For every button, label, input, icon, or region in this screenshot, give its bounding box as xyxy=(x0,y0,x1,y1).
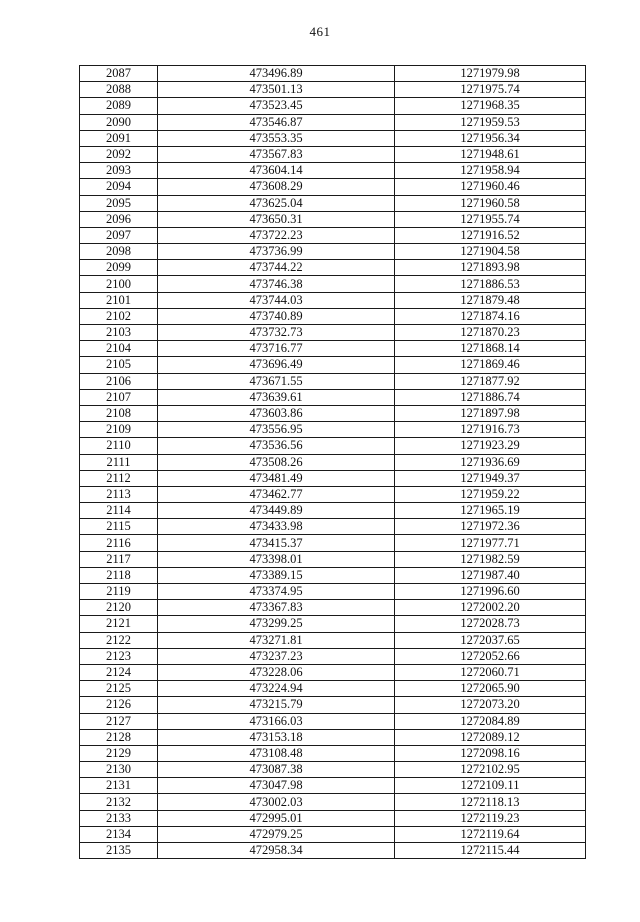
table-row xyxy=(80,341,586,357)
y-coordinate-cell: 1271868.14 xyxy=(395,341,586,357)
table-row xyxy=(80,325,586,341)
table-row xyxy=(80,762,586,778)
point-number-cell: 2114 xyxy=(80,503,158,519)
table-row xyxy=(80,843,586,859)
table-row xyxy=(80,454,586,470)
point-number-cell: 2102 xyxy=(80,308,158,324)
table-row xyxy=(80,422,586,438)
y-coordinate-cell: 1271923.29 xyxy=(395,438,586,454)
table-row xyxy=(80,163,586,179)
x-coordinate-cell: 473567.83 xyxy=(158,146,395,162)
y-coordinate-cell: 1271916.73 xyxy=(395,422,586,438)
x-coordinate-cell: 472979.25 xyxy=(158,826,395,842)
y-coordinate-cell: 1271982.59 xyxy=(395,551,586,567)
y-coordinate-cell: 1271904.58 xyxy=(395,244,586,260)
y-coordinate-cell: 1272037.65 xyxy=(395,632,586,648)
table-row xyxy=(80,794,586,810)
table-row xyxy=(80,405,586,421)
y-coordinate-cell: 1271979.98 xyxy=(395,66,586,82)
point-number-cell: 2118 xyxy=(80,567,158,583)
x-coordinate-cell: 473228.06 xyxy=(158,664,395,680)
point-number-cell: 2121 xyxy=(80,616,158,632)
point-number-cell: 2092 xyxy=(80,146,158,162)
y-coordinate-cell: 1272115.44 xyxy=(395,843,586,859)
table-row xyxy=(80,373,586,389)
x-coordinate-cell: 473508.26 xyxy=(158,454,395,470)
point-number-cell: 2101 xyxy=(80,292,158,308)
x-coordinate-cell: 473433.98 xyxy=(158,519,395,535)
y-coordinate-cell: 1271959.22 xyxy=(395,486,586,502)
y-coordinate-cell: 1271960.58 xyxy=(395,195,586,211)
y-coordinate-cell: 1271879.48 xyxy=(395,292,586,308)
y-coordinate-cell: 1272073.20 xyxy=(395,697,586,713)
table-row xyxy=(80,810,586,826)
y-coordinate-cell: 1272098.16 xyxy=(395,745,586,761)
x-coordinate-cell: 473556.95 xyxy=(158,422,395,438)
y-coordinate-cell: 1271948.61 xyxy=(395,146,586,162)
table-row xyxy=(80,389,586,405)
point-number-cell: 2098 xyxy=(80,244,158,260)
x-coordinate-cell: 472958.34 xyxy=(158,843,395,859)
point-number-cell: 2123 xyxy=(80,648,158,664)
table-row xyxy=(80,470,586,486)
x-coordinate-cell: 473608.29 xyxy=(158,179,395,195)
x-coordinate-cell: 473716.77 xyxy=(158,341,395,357)
x-coordinate-cell: 473398.01 xyxy=(158,551,395,567)
y-coordinate-cell: 1271874.16 xyxy=(395,308,586,324)
y-coordinate-cell: 1271977.71 xyxy=(395,535,586,551)
table-row xyxy=(80,66,586,82)
point-number-cell: 2132 xyxy=(80,794,158,810)
point-number-cell: 2108 xyxy=(80,405,158,421)
y-coordinate-cell: 1272060.71 xyxy=(395,664,586,680)
point-number-cell: 2100 xyxy=(80,276,158,292)
point-number-cell: 2094 xyxy=(80,179,158,195)
table-row xyxy=(80,713,586,729)
table-row xyxy=(80,179,586,195)
point-number-cell: 2087 xyxy=(80,66,158,82)
x-coordinate-cell: 473671.55 xyxy=(158,373,395,389)
x-coordinate-cell: 473166.03 xyxy=(158,713,395,729)
x-coordinate-cell: 473047.98 xyxy=(158,778,395,794)
point-number-cell: 2115 xyxy=(80,519,158,535)
table-row xyxy=(80,632,586,648)
table-row xyxy=(80,486,586,502)
x-coordinate-cell: 473746.38 xyxy=(158,276,395,292)
y-coordinate-cell: 1272109.11 xyxy=(395,778,586,794)
table-row xyxy=(80,82,586,98)
x-coordinate-cell: 473546.87 xyxy=(158,114,395,130)
x-coordinate-cell: 473553.35 xyxy=(158,130,395,146)
x-coordinate-cell: 473449.89 xyxy=(158,503,395,519)
table-row xyxy=(80,535,586,551)
y-coordinate-cell: 1272102.95 xyxy=(395,762,586,778)
table-row xyxy=(80,600,586,616)
x-coordinate-cell: 473603.86 xyxy=(158,405,395,421)
x-coordinate-cell: 473744.22 xyxy=(158,260,395,276)
x-coordinate-cell: 473639.61 xyxy=(158,389,395,405)
table-row xyxy=(80,567,586,583)
x-coordinate-cell: 473215.79 xyxy=(158,697,395,713)
table-row xyxy=(80,519,586,535)
table-row xyxy=(80,503,586,519)
y-coordinate-cell: 1271996.60 xyxy=(395,584,586,600)
point-number-cell: 2111 xyxy=(80,454,158,470)
y-coordinate-cell: 1271870.23 xyxy=(395,325,586,341)
table-row xyxy=(80,244,586,260)
x-coordinate-cell: 473087.38 xyxy=(158,762,395,778)
y-coordinate-cell: 1271886.74 xyxy=(395,389,586,405)
x-coordinate-cell: 473374.95 xyxy=(158,584,395,600)
y-coordinate-cell: 1272065.90 xyxy=(395,681,586,697)
point-number-cell: 2088 xyxy=(80,82,158,98)
point-number-cell: 2120 xyxy=(80,600,158,616)
y-coordinate-cell: 1272028.73 xyxy=(395,616,586,632)
y-coordinate-cell: 1271916.52 xyxy=(395,227,586,243)
x-coordinate-cell: 473153.18 xyxy=(158,729,395,745)
table-row xyxy=(80,211,586,227)
point-number-cell: 2091 xyxy=(80,130,158,146)
x-coordinate-cell: 473650.31 xyxy=(158,211,395,227)
x-coordinate-cell: 472995.01 xyxy=(158,810,395,826)
coordinates-table xyxy=(79,65,586,859)
y-coordinate-cell: 1271893.98 xyxy=(395,260,586,276)
y-coordinate-cell: 1272052.66 xyxy=(395,648,586,664)
table-row xyxy=(80,146,586,162)
point-number-cell: 2093 xyxy=(80,163,158,179)
y-coordinate-cell: 1271936.69 xyxy=(395,454,586,470)
point-number-cell: 2109 xyxy=(80,422,158,438)
y-coordinate-cell: 1271972.36 xyxy=(395,519,586,535)
table-row xyxy=(80,195,586,211)
point-number-cell: 2116 xyxy=(80,535,158,551)
point-number-cell: 2090 xyxy=(80,114,158,130)
table-row xyxy=(80,114,586,130)
point-number-cell: 2110 xyxy=(80,438,158,454)
table-row xyxy=(80,664,586,680)
table-row xyxy=(80,98,586,114)
point-number-cell: 2134 xyxy=(80,826,158,842)
x-coordinate-cell: 473367.83 xyxy=(158,600,395,616)
x-coordinate-cell: 473271.81 xyxy=(158,632,395,648)
point-number-cell: 2112 xyxy=(80,470,158,486)
x-coordinate-cell: 473389.15 xyxy=(158,567,395,583)
table-row xyxy=(80,357,586,373)
table-row xyxy=(80,778,586,794)
coordinates-table-body xyxy=(80,66,586,859)
table-row xyxy=(80,260,586,276)
x-coordinate-cell: 473224.94 xyxy=(158,681,395,697)
page-number: 461 xyxy=(309,24,331,39)
point-number-cell: 2097 xyxy=(80,227,158,243)
y-coordinate-cell: 1272119.64 xyxy=(395,826,586,842)
table-row xyxy=(80,648,586,664)
x-coordinate-cell: 473604.14 xyxy=(158,163,395,179)
y-coordinate-cell: 1271958.94 xyxy=(395,163,586,179)
y-coordinate-cell: 1271987.40 xyxy=(395,567,586,583)
y-coordinate-cell: 1271955.74 xyxy=(395,211,586,227)
point-number-cell: 2103 xyxy=(80,325,158,341)
table-row xyxy=(80,745,586,761)
y-coordinate-cell: 1271960.46 xyxy=(395,179,586,195)
y-coordinate-cell: 1271968.35 xyxy=(395,98,586,114)
table-row xyxy=(80,729,586,745)
y-coordinate-cell: 1271959.53 xyxy=(395,114,586,130)
y-coordinate-cell: 1271897.98 xyxy=(395,405,586,421)
y-coordinate-cell: 1271965.19 xyxy=(395,503,586,519)
point-number-cell: 2135 xyxy=(80,843,158,859)
x-coordinate-cell: 473744.03 xyxy=(158,292,395,308)
point-number-cell: 2104 xyxy=(80,341,158,357)
x-coordinate-cell: 473523.45 xyxy=(158,98,395,114)
table-row xyxy=(80,697,586,713)
point-number-cell: 2124 xyxy=(80,664,158,680)
point-number-cell: 2113 xyxy=(80,486,158,502)
point-number-cell: 2107 xyxy=(80,389,158,405)
x-coordinate-cell: 473496.89 xyxy=(158,66,395,82)
y-coordinate-cell: 1271869.46 xyxy=(395,357,586,373)
x-coordinate-cell: 473299.25 xyxy=(158,616,395,632)
x-coordinate-cell: 473732.73 xyxy=(158,325,395,341)
y-coordinate-cell: 1272002.20 xyxy=(395,600,586,616)
x-coordinate-cell: 473625.04 xyxy=(158,195,395,211)
point-number-cell: 2095 xyxy=(80,195,158,211)
y-coordinate-cell: 1271877.92 xyxy=(395,373,586,389)
y-coordinate-cell: 1272119.23 xyxy=(395,810,586,826)
point-number-cell: 2133 xyxy=(80,810,158,826)
table-row xyxy=(80,438,586,454)
table-row xyxy=(80,826,586,842)
table-row xyxy=(80,616,586,632)
table-row xyxy=(80,584,586,600)
point-number-cell: 2117 xyxy=(80,551,158,567)
point-number-cell: 2129 xyxy=(80,745,158,761)
x-coordinate-cell: 473002.03 xyxy=(158,794,395,810)
point-number-cell: 2105 xyxy=(80,357,158,373)
x-coordinate-cell: 473237.23 xyxy=(158,648,395,664)
x-coordinate-cell: 473736.99 xyxy=(158,244,395,260)
point-number-cell: 2131 xyxy=(80,778,158,794)
table-row xyxy=(80,308,586,324)
table-row xyxy=(80,227,586,243)
x-coordinate-cell: 473481.49 xyxy=(158,470,395,486)
point-number-cell: 2130 xyxy=(80,762,158,778)
table-row xyxy=(80,551,586,567)
x-coordinate-cell: 473722.23 xyxy=(158,227,395,243)
table-row xyxy=(80,276,586,292)
x-coordinate-cell: 473740.89 xyxy=(158,308,395,324)
y-coordinate-cell: 1271949.37 xyxy=(395,470,586,486)
y-coordinate-cell: 1272118.13 xyxy=(395,794,586,810)
y-coordinate-cell: 1272089.12 xyxy=(395,729,586,745)
y-coordinate-cell: 1272084.89 xyxy=(395,713,586,729)
point-number-cell: 2125 xyxy=(80,681,158,697)
point-number-cell: 2119 xyxy=(80,584,158,600)
table-row xyxy=(80,292,586,308)
y-coordinate-cell: 1271956.34 xyxy=(395,130,586,146)
x-coordinate-cell: 473501.13 xyxy=(158,82,395,98)
point-number-cell: 2099 xyxy=(80,260,158,276)
table-row xyxy=(80,130,586,146)
x-coordinate-cell: 473696.49 xyxy=(158,357,395,373)
x-coordinate-cell: 473108.48 xyxy=(158,745,395,761)
point-number-cell: 2096 xyxy=(80,211,158,227)
y-coordinate-cell: 1271886.53 xyxy=(395,276,586,292)
point-number-cell: 2106 xyxy=(80,373,158,389)
point-number-cell: 2126 xyxy=(80,697,158,713)
point-number-cell: 2089 xyxy=(80,98,158,114)
table-row xyxy=(80,681,586,697)
x-coordinate-cell: 473462.77 xyxy=(158,486,395,502)
y-coordinate-cell: 1271975.74 xyxy=(395,82,586,98)
point-number-cell: 2122 xyxy=(80,632,158,648)
point-number-cell: 2128 xyxy=(80,729,158,745)
point-number-cell: 2127 xyxy=(80,713,158,729)
x-coordinate-cell: 473536.56 xyxy=(158,438,395,454)
x-coordinate-cell: 473415.37 xyxy=(158,535,395,551)
